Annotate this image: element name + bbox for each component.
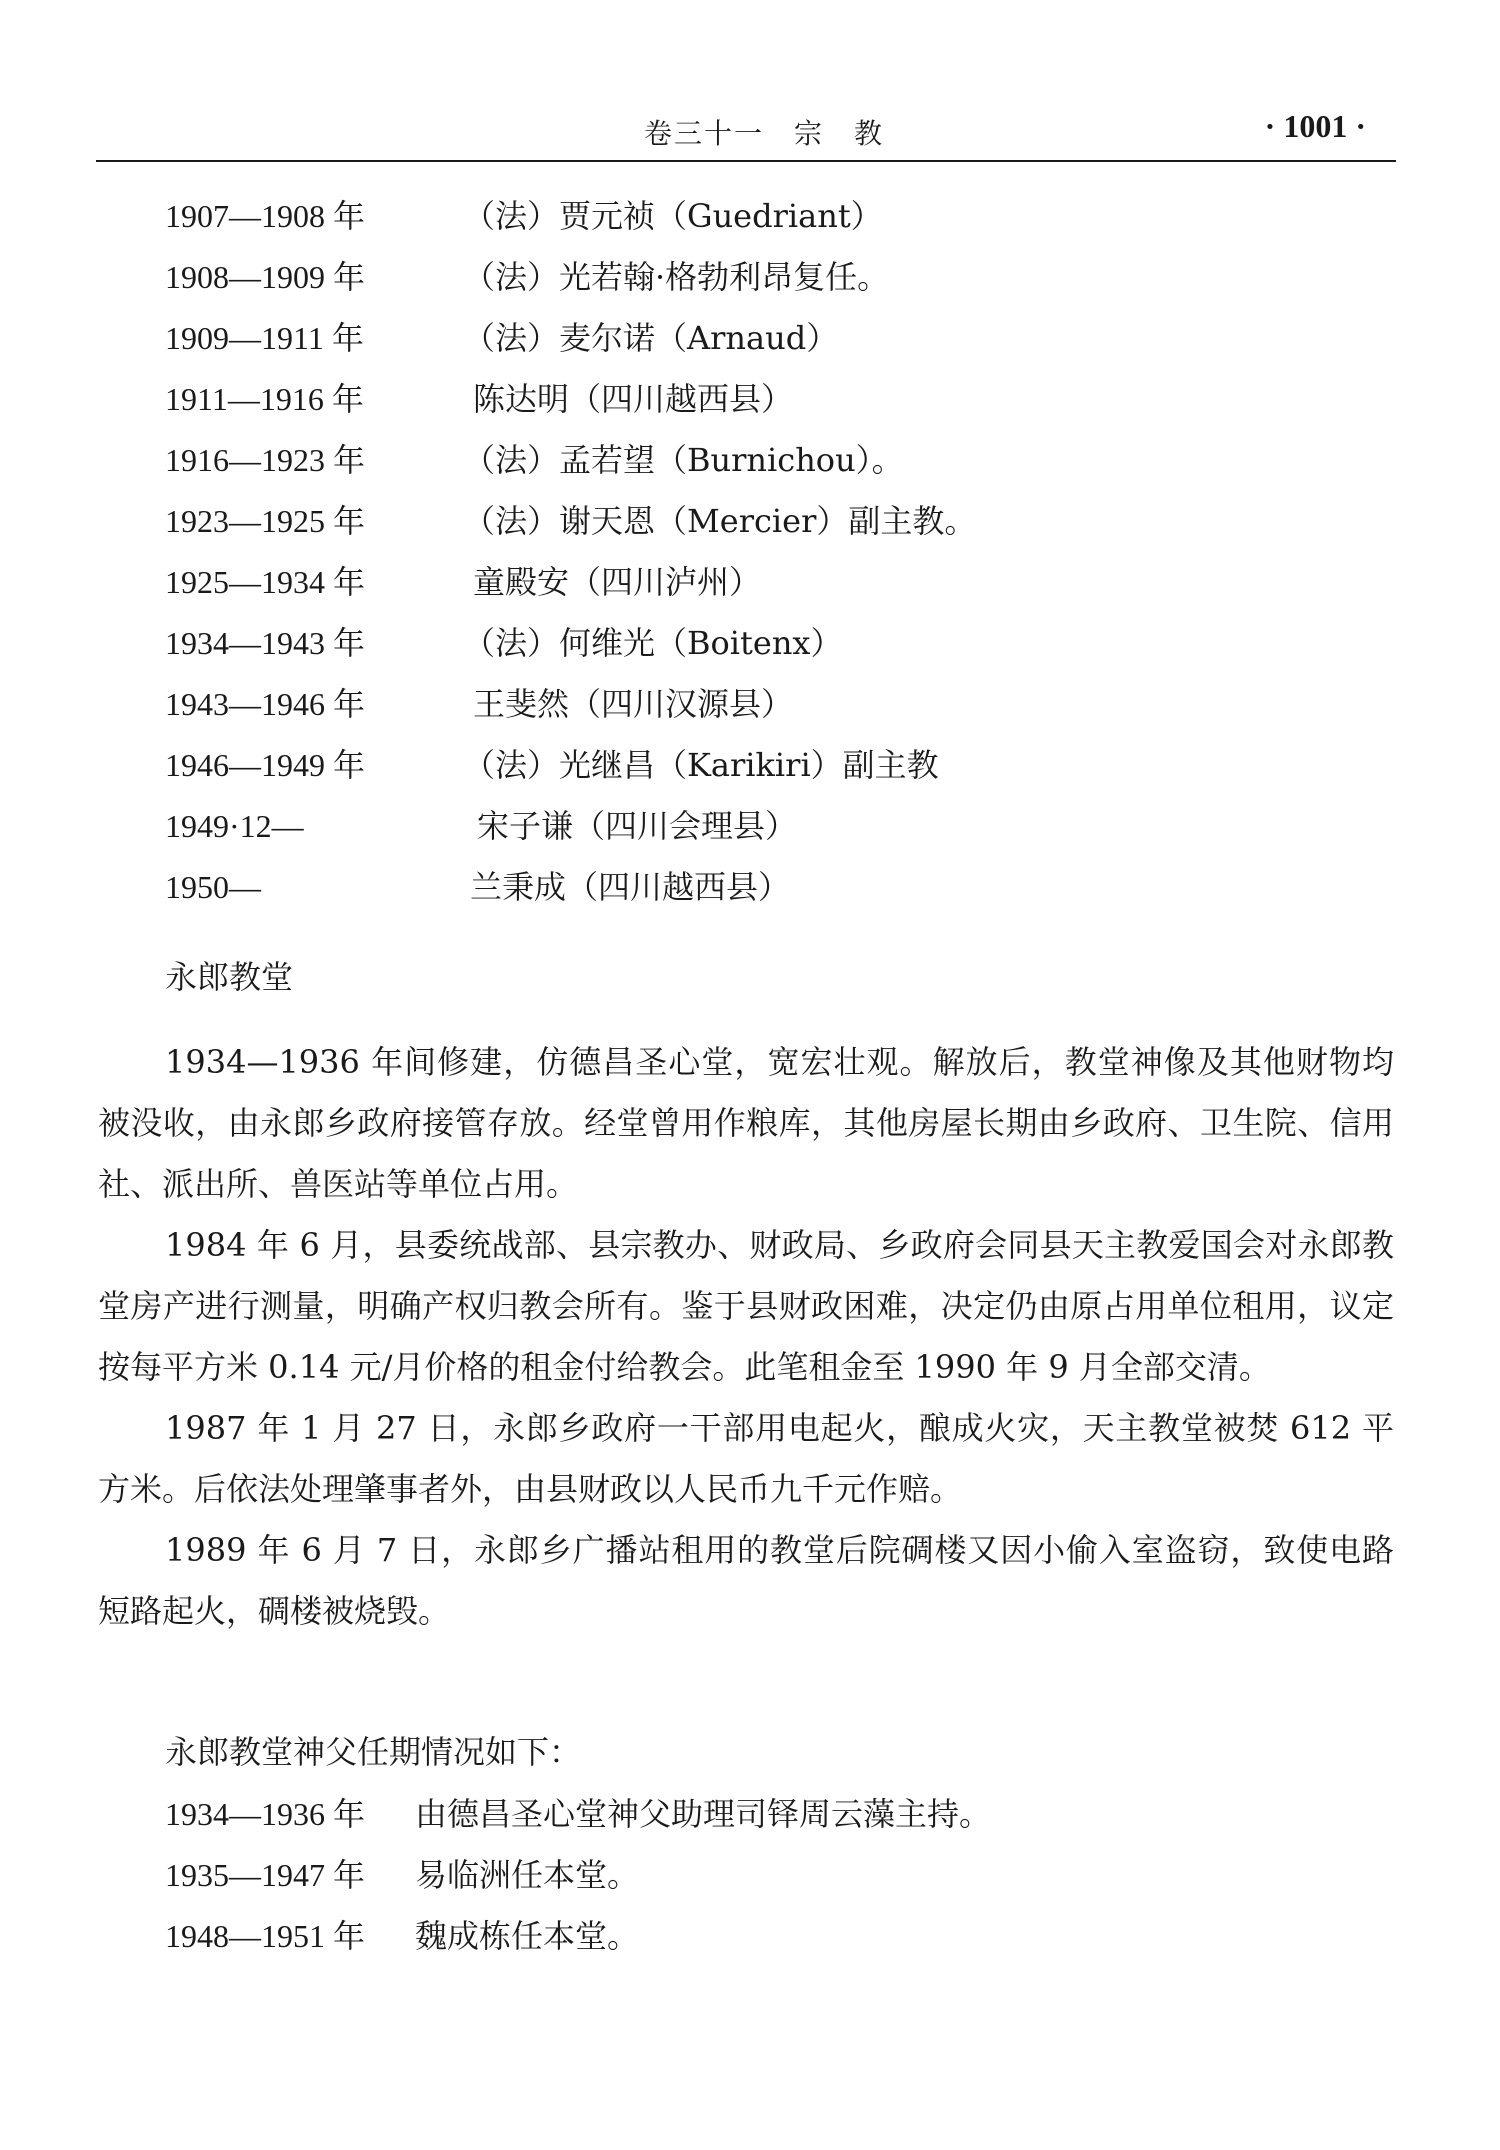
tenure-period: 1925—1934 年: [165, 564, 366, 600]
tenure-period: 1908—1909 年: [165, 259, 366, 295]
tenure-row: [165, 674, 1315, 735]
tenure-period: 1950—: [165, 869, 261, 905]
tenure-name: 宋子谦（四川会理县）: [477, 807, 798, 845]
priest-text: 魏成栋任本堂。: [415, 1917, 640, 1955]
tenure-row: [165, 308, 1315, 369]
bishop-tenure-list: [165, 186, 1315, 918]
paragraph: 1984 年 6 月，县委统战部、县宗教办、财政局、乡政府会同县天主教爱国会对永郎教堂房产进行测量，明确产权归教会所有。鉴于县财政困难，决定仍由原占用单位租用，议定按每平方米 0.14 元/月价格的租金付给教会。此笔租金至 1990 年 9 月全部交清。: [98, 1226, 1394, 1386]
priest-row: [165, 1906, 1315, 1967]
tenure-row: [165, 247, 1315, 308]
tenure-period: 1943—1946 年: [165, 686, 366, 722]
paragraph: 1989 年 6 月 7 日，永郎乡广播站租用的教堂后院碉楼又因小偷入室盗窃，致使电路短路起火，碉楼被烧毁。: [98, 1531, 1394, 1630]
priest-row: [165, 1784, 1315, 1845]
tenure-row: [165, 491, 1315, 552]
tenure-period: 1949·12—: [165, 808, 304, 844]
chapter-title: 卷三十一 宗 教: [644, 117, 885, 150]
page-number: · 1001 ·: [1264, 108, 1366, 144]
tenure-period: 1911—1916 年: [165, 381, 364, 417]
priest-text: 易临洲任本堂。: [415, 1856, 640, 1894]
tenure-name: （法）孟若望（Burnichou）。: [463, 441, 904, 479]
priest-period: 1948—1951 年: [165, 1918, 366, 1954]
tenure-row: [165, 552, 1315, 613]
tenure-period: 1909—1911 年: [165, 320, 364, 356]
tenure-name: （法）谢天恩（Mercier）副主教。: [463, 502, 977, 540]
tenure-row: [165, 857, 1315, 918]
tenure-name: 王斐然（四川汉源县）: [473, 685, 794, 723]
paragraph: 1934—1936 年间修建，仿德昌圣心堂，宽宏壮观。解放后，教堂神像及其他财物均被没收，由永郎乡政府接管存放。经堂曾用作粮库，其他房屋长期由乡政府、卫生院、信用社、派出所、兽医站等单位占用。: [98, 1043, 1394, 1203]
paragraph: 1987 年 1 月 27 日，永郎乡政府一干部用电起火，酿成火灾，天主教堂被焚 612 平方米。后依法处理肇事者外，由县财政以人民币九千元作赔。: [98, 1409, 1394, 1508]
priest-intro: 永郎教堂神父任期情况如下：: [165, 1733, 582, 1771]
tenure-name: 兰秉成（四川越西县）: [470, 868, 791, 906]
section-body: [98, 1032, 1394, 1642]
tenure-name: 童殿安（四川泸州）: [473, 563, 762, 601]
priest-text: 由德昌圣心堂神父助理司铎周云藻主持。: [415, 1795, 992, 1833]
priest-tenure-list: [165, 1784, 1315, 1967]
header-divider: [96, 160, 1396, 162]
tenure-period: 1907—1908 年: [165, 198, 366, 234]
tenure-name: （法）光若翰·格勃利昂复任。: [463, 258, 890, 296]
tenure-name: 陈达明（四川越西县）: [473, 380, 794, 418]
page-header: [96, 108, 1396, 162]
tenure-row: [165, 613, 1315, 674]
tenure-row: [165, 735, 1315, 796]
tenure-name: （法）何维光（Boitenx）: [463, 624, 843, 662]
tenure-row: [165, 186, 1315, 247]
tenure-period: 1934—1943 年: [165, 625, 366, 661]
tenure-row: [165, 369, 1315, 430]
priest-period: 1935—1947 年: [165, 1857, 366, 1893]
section-heading: 永郎教堂: [165, 958, 294, 996]
tenure-period: 1916—1923 年: [165, 442, 366, 478]
tenure-period: 1946—1949 年: [165, 747, 366, 783]
tenure-name: （法）光继昌（Karikiri）副主教: [463, 746, 939, 784]
tenure-row: [165, 796, 1315, 857]
priest-row: [165, 1845, 1315, 1906]
tenure-row: [165, 430, 1315, 491]
priest-period: 1934—1936 年: [165, 1796, 366, 1832]
tenure-name: （法）麦尔诺（Arnaud）: [463, 319, 839, 357]
tenure-name: （法）贾元祯（Guedriant）: [463, 197, 883, 235]
tenure-period: 1923—1925 年: [165, 503, 366, 539]
